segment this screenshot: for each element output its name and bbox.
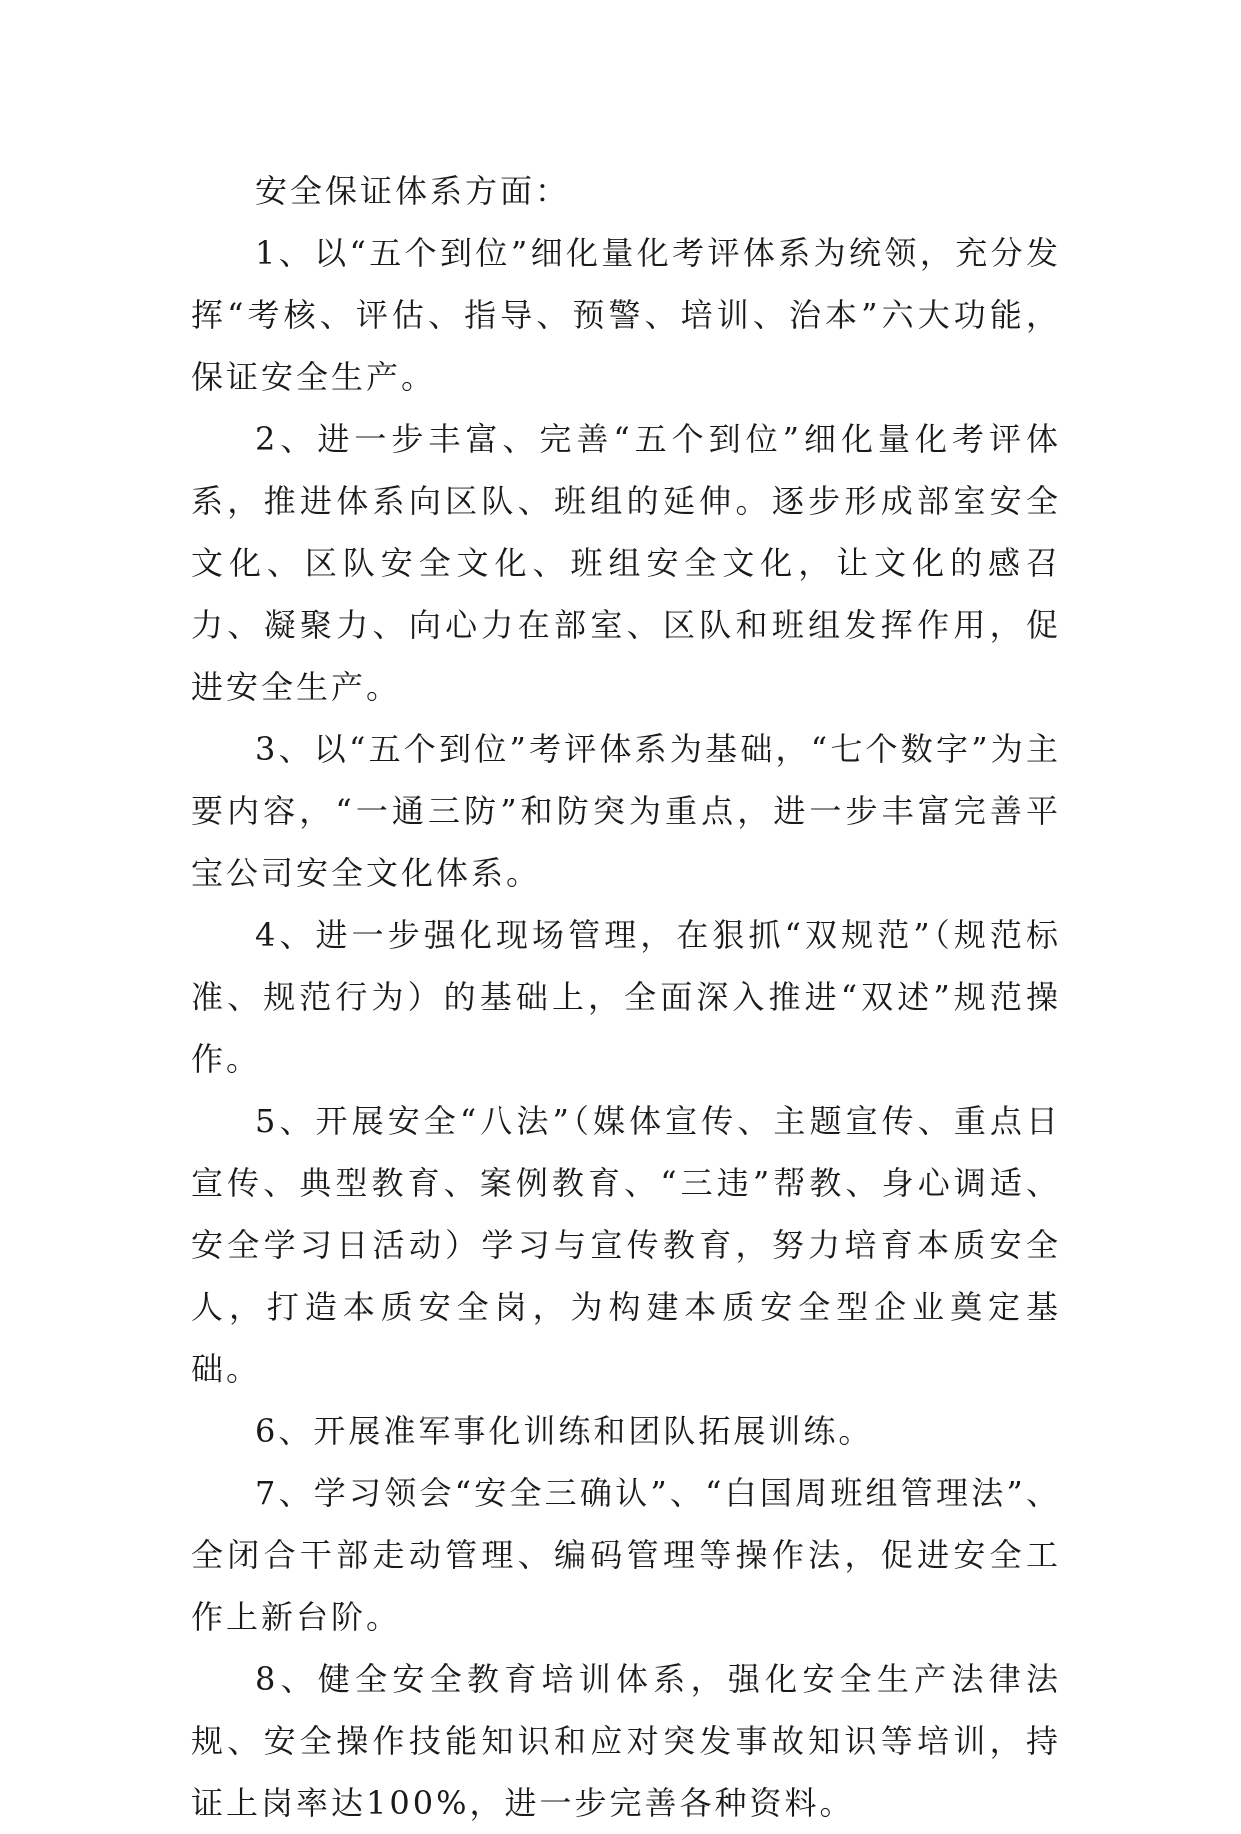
- paragraph-1: 1、以“五个到位”细化量化考评体系为统领，充分发挥“考核、评估、指导、预警、培训、治本”六大功能，保证安全生产。: [191, 234, 1061, 396]
- paragraph-8: 8、健全安全教育培训体系，强化安全生产法律法规、安全操作技能知识和应对突发事故知识等培训，持证上岗率达100%，进一步完善各种资料。: [191, 1660, 1061, 1822]
- paragraph-5: 5、开展安全“八法”（媒体宣传、主题宣传、重点日宣传、典型教育、案例教育、“三违”帮教、身心调适、安全学习日活动）学习与宣传教育，努力培育本质安全人，打造本质安全岗，为构建本质安全型企业奠定基础。: [191, 1102, 1061, 1388]
- paragraph-7: 7、学习领会“安全三确认”、“白国周班组管理法”、全闭合干部走动管理、编码管理等操作法，促进安全工作上新台阶。: [191, 1474, 1061, 1636]
- paragraph-6: 6、开展准军事化训练和团队拓展训练。: [255, 1412, 874, 1450]
- paragraph-4: 4、进一步强化现场管理，在狠抓“双规范”（规范标准、规范行为）的基础上，全面深入推进“双述”规范操作。: [191, 916, 1061, 1078]
- section-heading: 安全保证体系方面：: [255, 172, 571, 210]
- paragraph-2: 2、进一步丰富、完善“五个到位”细化量化考评体系，推进体系向区队、班组的延伸。逐步形成部室安全文化、区队安全文化、班组安全文化，让文化的感召力、凝聚力、向心力在部室、区队和班组发挥作用，促进安全生产。: [191, 420, 1061, 706]
- document-body: [191, 160, 1061, 1834]
- paragraph-3: 3、以“五个到位”考评体系为基础，“七个数字”为主要内容，“一通三防”和防突为重点，进一步丰富完善平宝公司安全文化体系。: [191, 730, 1061, 892]
